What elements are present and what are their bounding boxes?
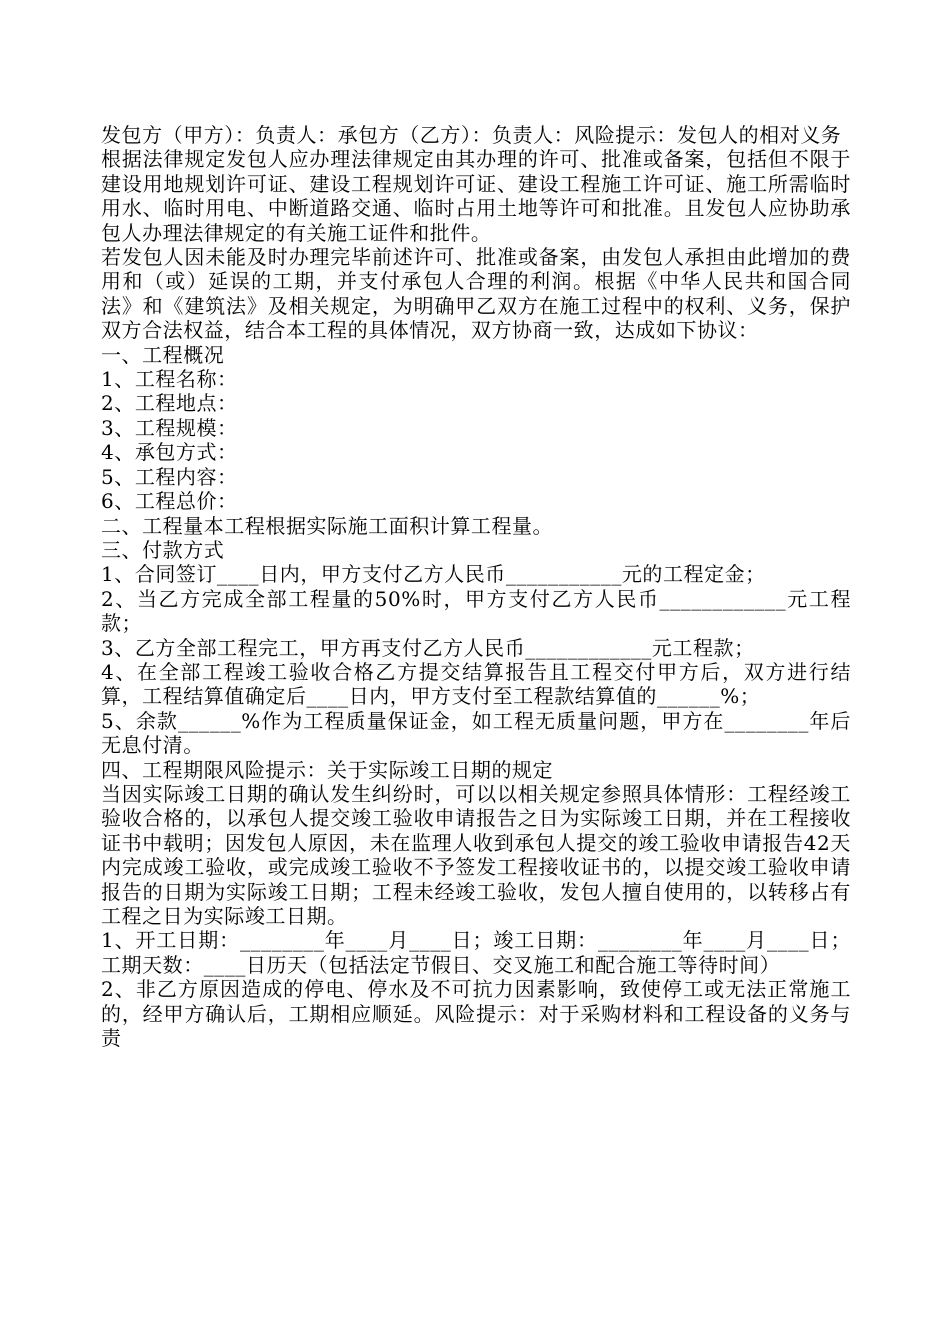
section-heading-period: 四、工程期限风险提示：关于实际竣工日期的规定 (101, 757, 554, 782)
list-item-payment-1: 1、合同签订____日内，甲方支付乙方人民币___________元的工程定金； (101, 562, 766, 587)
list-item-payment-3: 3、乙方全部工程完工，甲方再支付乙方人民币____________元工程款； (101, 635, 755, 660)
list-item-extension: 2、非乙方原因造成的停电、停水及不可抗力因素影响，致使停工或无法正常施工的，经甲方确认后，工期相应顺延。风险提示：对于采购材料和工程设备的义务与责 (101, 977, 851, 1051)
paragraph-parties: 发包方（甲方）：负责人：承包方（乙方）：负责人：风险提示：发包人的相对义务 (101, 123, 842, 147)
list-item-project-content: 5、工程内容： (101, 464, 238, 489)
list-item-payment-5: 5、余款______%作为工程质量保证金，如工程无质量问题，甲方在________年后无息付清。 (101, 708, 851, 758)
list-item-total-price: 6、工程总价： (101, 489, 238, 514)
list-item-project-name: 1、工程名称： (101, 367, 238, 392)
list-item-project-location: 2、工程地点： (101, 391, 238, 416)
list-item-payment-4: 4、在全部工程竣工验收合格乙方提交结算报告且工程交付甲方后，双方进行结算，工程结算值确定后____日内，甲方支付至工程款结算值的______%； (101, 659, 851, 709)
paragraph-completion-date-rules: 当因实际竣工日期的确认发生纠纷时，可以以相关规定参照具体情形：工程经竣工验收合格的，以承包人提交竣工验收申请报告之日为实际竣工日期，并在工程接收证书中载明；因发包人原因，未在监理人收到承包人提交的竣工验收申请报告42天内完成竣工验收，或完成竣工验收不予签发工程接收证书的，以提交竣工验收申请报告的日期为实际竣工日期；工程未经竣工验收，发包人擅自使用的，以转移占有工程之日为实际竣工日期。 (101, 781, 851, 928)
paragraph-permits: 根据法律规定发包人应办理法律规定由其办理的许可、批准或备案，包括但不限于建设用地规划许可证、建设工程规划许可证、建设工程施工许可证、施工所需临时用水、临时用电、中断道路交通、临时占用土地等许可和批准。且发包人应协助承包人办理法律规定的有关施工证件和批件。 (101, 147, 851, 245)
list-item-dates: 1、开工日期：________年____月____日；竣工日期：________年____月____日；工期天数：____日历天（包括法定节假日、交叉施工和配合施工等待时间） (101, 928, 851, 977)
section-heading-project-overview: 一、工程概况 (101, 342, 225, 367)
paragraph-delay-cost: 若发包人因未能及时办理完毕前述许可、批准或备案，由发包人承担由此增加的费用和（或）延误的工期，并支付承包人合理的利润。根据《中华人民共和国合同法》和《建筑法》及相关规定，为明确甲乙双方在施工过程中的权利、义务，保护双方合法权益，结合本工程的具体情况，双方协商一致，达成如下协议： (101, 245, 851, 343)
section-heading-payment: 三、付款方式 (101, 537, 225, 562)
document-page (101, 123, 851, 1050)
section-heading-quantity: 二、工程量本工程根据实际施工面积计算工程量。 (101, 513, 554, 538)
list-item-project-scale: 3、工程规模： (101, 415, 238, 440)
list-item-payment-2: 2、当乙方完成全部工程量的50%时，甲方支付乙方人民币____________元工程款； (101, 586, 851, 636)
list-item-contract-method: 4、承包方式： (101, 440, 238, 465)
